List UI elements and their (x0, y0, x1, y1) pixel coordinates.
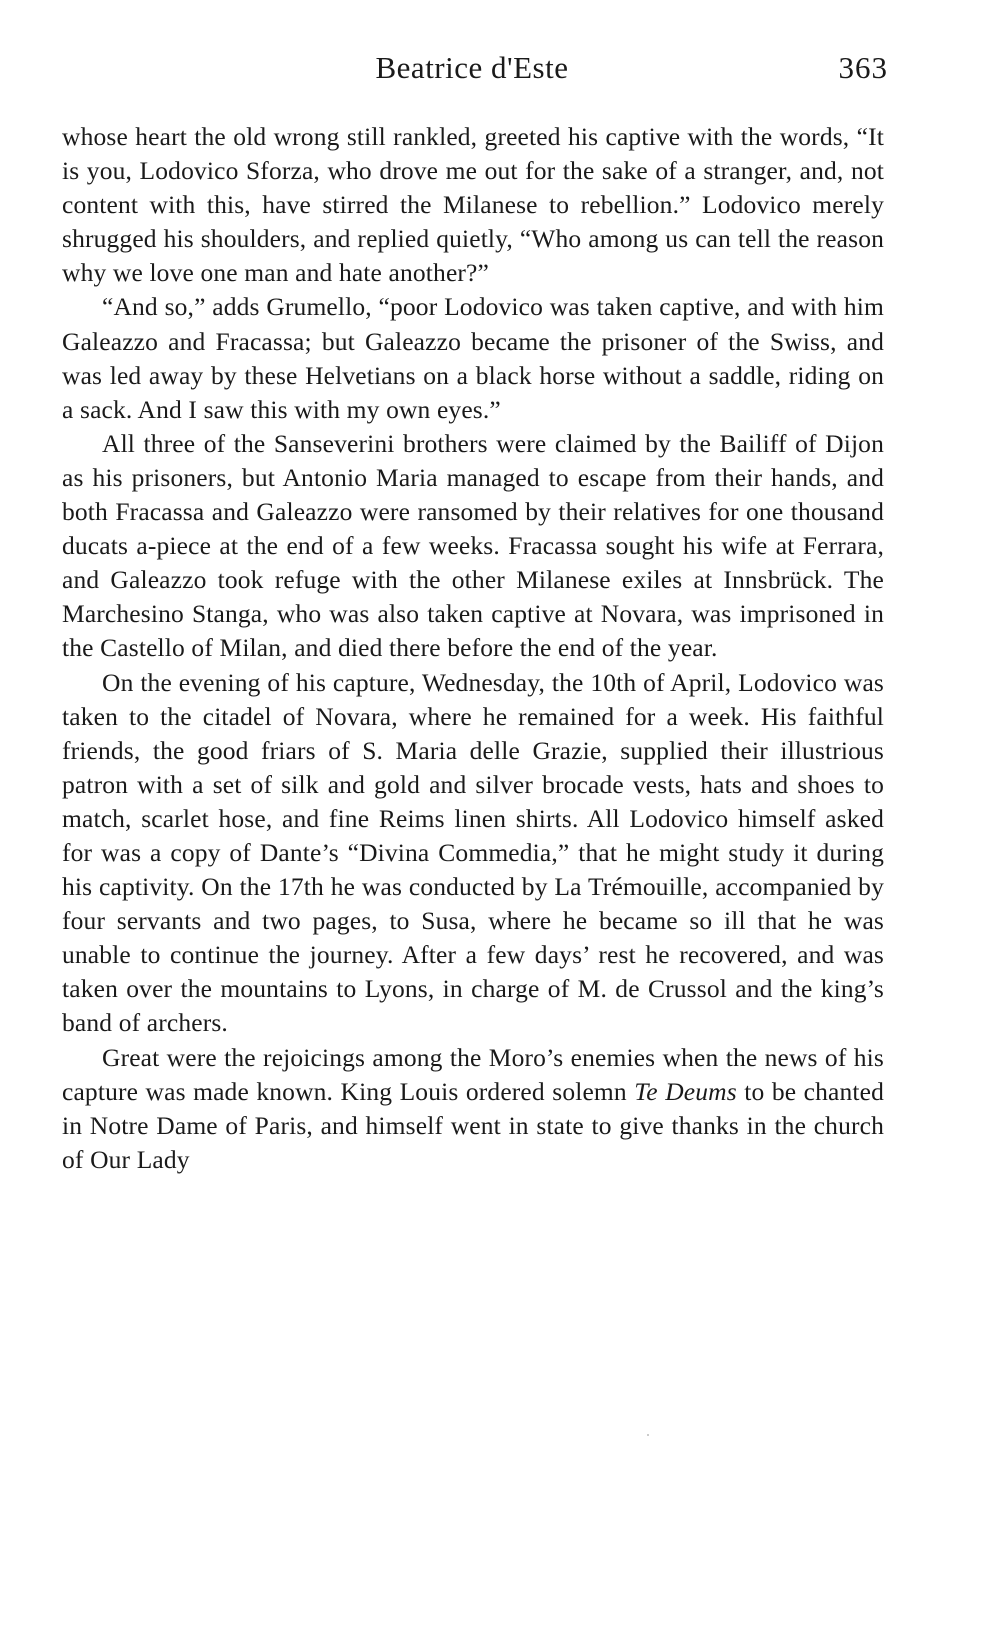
page-number: 363 (838, 50, 888, 85)
paragraph-grumello-quote: “And so,” adds Grumello, “poor Lodovico was taken captive, and with him Galeazzo and Fracassa; but Galeazzo became the prisoner of the Swiss, and was led away by these Helvetians on a black horse without a saddle, riding on a sack. And I saw this with my own eyes.” (62, 292, 884, 424)
paper-speck (647, 1434, 649, 1436)
paragraph-rejoicings (62, 1041, 884, 1177)
page-title: Beatrice d'Este (375, 50, 569, 85)
running-head (62, 50, 888, 90)
te-deums-italic: Te Deums (634, 1076, 737, 1106)
paragraph-rejoicings-start: Great were the rejoicings among the Moro’s enemies when the news of his capture was made known. King Louis ordered solemn (62, 1042, 884, 1106)
paragraph-rejoicings-end: to be chanted in Notre Dame of Paris, and himself went in state to give thanks in the church of Our Lady (62, 1076, 884, 1174)
paragraph-sanseverini: All three of the Sanseverini brothers were claimed by the Bailiff of Dijon as his prisoners, but Antonio Maria managed to escape from their hands, and both Fracassa and Galeazzo were ransomed by their relatives for one thousand ducats a-piece at the end of a few weeks. Fracassa sought his wife at Ferrara, and Galeazzo took refuge with the other Milanese exiles at Innsbrück. The Marchesino Stanga, who was also taken captive at Novara, was imprisoned in the Castello of Milan, and died there before the end of the year. (62, 428, 884, 663)
body-text (62, 120, 884, 1177)
paragraph-capture-evening: On the evening of his capture, Wednesday, the 10th of April, Lodovico was taken to the citadel of Novara, where he remained for a week. His faithful friends, the good friars of S. Maria delle Grazie, supplied their illustrious patron with a set of silk and gold and silver brocade vests, hats and shoes to match, scarlet hose, and fine Reims linen shirts. All Lodovico himself asked for was a copy of Dante’s “Divina Commedia,” that he might study it during his captivity. On the 17th he was conducted by La Trémouille, accompanied by four servants and two pages, to Susa, where he became so ill that he was unable to continue the journey. After a few days’ rest he recovered, and was taken over the mountains to Lyons, in charge of M. de Crussol and the king’s band of archers. (62, 667, 884, 1038)
paragraph-continuation: whose heart the old wrong still rankled, greeted his captive with the words, “It is you, Lodovico Sforza, who drove me out for the sake of a stranger, and, not content with this, have stirred the Milanese to rebellion.” Lodovico merely shrugged his shoulders, and replied quietly, “Who among us can tell the reason why we love one man and hate another?” (62, 122, 884, 288)
